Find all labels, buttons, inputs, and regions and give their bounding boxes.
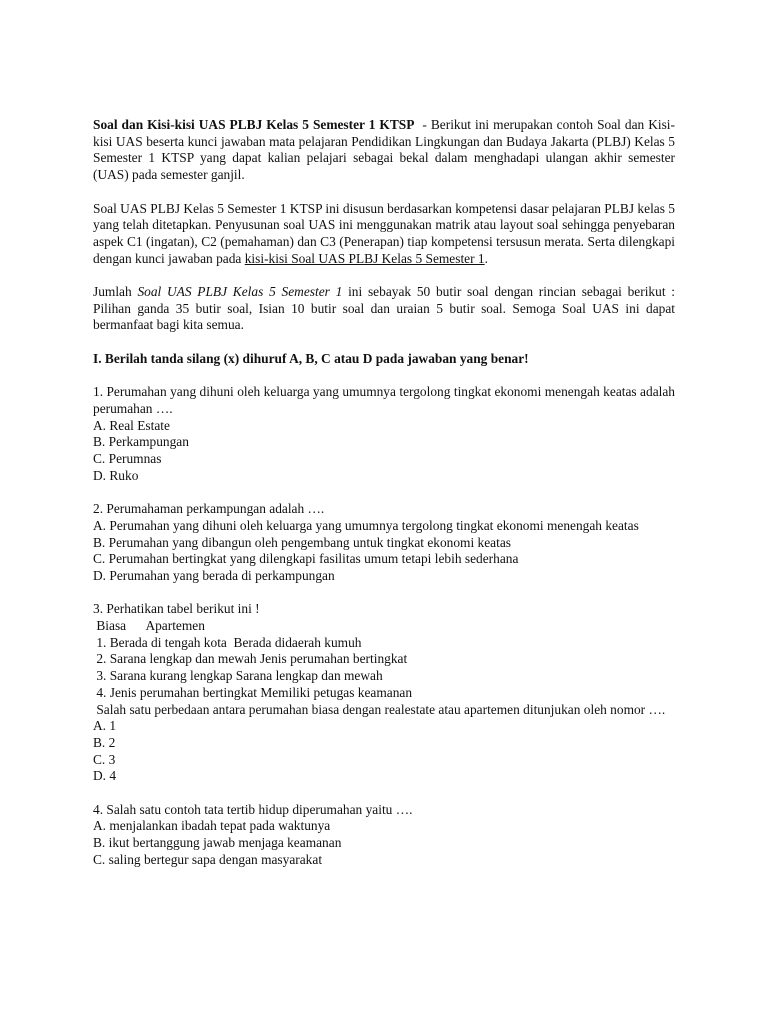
option-a: A. Perumahan yang dihuni oleh keluarga yang umumnya tergolong tingkat ekonomi menengah keatas <box>93 517 639 533</box>
option-a: A. Real Estate <box>93 417 170 433</box>
option-c: C. 3 <box>93 751 116 767</box>
option-c: C. Perumnas <box>93 451 162 466</box>
document-title: Soal dan Kisi-kisi UAS PLBJ Kelas 5 Semester 1 KTSP <box>93 117 415 132</box>
question-text: 3. Perhatikan tabel berikut ini ! <box>93 601 260 617</box>
document-page <box>93 117 675 869</box>
table-row: 3. Sarana kurang lengkap Sarana lengkap dan mewah <box>93 668 383 684</box>
intro-text-1: - Berikut ini merupakan contoh Soal dan Kisi-kisi UAS beserta kunci jawaban mata pelajaran Pendidikan Lingkungan dan Budaya Jakarta (PLBJ) Kelas 5 Semester 1 KTSP yang dapat kalian pelajari sebagai bekal dalam menghadapi ulangan akhir semester (UAS) pada semester ganjil. <box>93 117 675 183</box>
option-c: C. Perumahan bertingkat yang dilengkapi fasilitas umum tetapi lebih sederhana <box>93 551 519 567</box>
kisi-kisi-link[interactable]: kisi-kisi Soal UAS PLBJ Kelas 5 Semester 1 <box>244 250 485 266</box>
option-d: D. Ruko <box>93 467 139 483</box>
intro-paragraph-2: Soal UAS PLBJ Kelas 5 Semester 1 KTSP ini disusun berdasarkan kompetensi dasar pelajaran PLBJ kelas 5 yang telah ditetapkan. Penyusunan soal UAS ini menggunakan matrik atau layout soal sehingga penyebaran aspek C1 (ingatan), C2 (pemahaman) dan C3 (Penerapan) tiap kompetensi tersusun merata. Serta dilengkapi dengan kunci jawaban pada kisi-kisi Soal UAS PLBJ Kelas 5 Semester 1. <box>93 200 675 266</box>
question-prompt: Salah satu perbedaan antara perumahan biasa dengan realestate atau apartemen ditunjukan oleh nomor …. <box>93 701 666 717</box>
option-a: A. 1 <box>93 718 117 734</box>
table-row: 2. Sarana lengkap dan mewah Jenis perumahan bertingkat <box>93 651 408 667</box>
question-2 <box>93 501 675 585</box>
option-d: D. Perumahan yang berada di perkampungan <box>93 567 335 583</box>
question-text: 2. Perumahaman perkampungan adalah …. <box>93 501 325 517</box>
option-b: B. ikut bertanggung jawab menjaga keamanan <box>93 835 342 851</box>
question-3 <box>93 601 675 785</box>
question-1 <box>93 384 675 484</box>
intro-paragraph-3: Jumlah Soal UAS PLBJ Kelas 5 Semester 1 ini sebayak 50 butir soal dengan rincian sebagai berikut : Pilihan ganda 35 butir soal, Isian 10 butir soal dan uraian 5 butir soal. Semoga Soal UAS ini dapat bermanfaat bagi kita semua. <box>93 284 676 333</box>
table-header: Biasa Apartemen <box>93 618 205 633</box>
intro-italic-title: Soal UAS PLBJ Kelas 5 Semester 1 <box>137 284 343 299</box>
question-4 <box>93 802 675 869</box>
option-b: B. 2 <box>93 734 116 750</box>
option-b: B. Perkampungan <box>93 434 189 450</box>
section-heading: I. Berilah tanda silang (x) dihuruf A, B, C atau D pada jawaban yang benar! <box>93 350 529 366</box>
question-text: 1. Perumahan yang dihuni oleh keluarga yang umumnya tergolong tingkat ekonomi menengah keatas adalah perumahan …. <box>93 384 675 416</box>
question-text: 4. Salah satu contoh tata tertib hidup diperumahan yaitu …. <box>93 801 413 817</box>
table-row: 1. Berada di tengah kota Berada didaerah kumuh <box>93 634 362 650</box>
option-b: B. Perumahan yang dibangun oleh pengembang untuk tingkat ekonomi keatas <box>93 534 511 550</box>
option-c: C. saling bertegur sapa dengan masyarakat <box>93 851 323 867</box>
option-a: A. menjalankan ibadah tepat pada waktunya <box>93 818 331 834</box>
table-row: 4. Jenis perumahan bertingkat Memiliki petugas keamanan <box>93 684 413 700</box>
option-d: D. 4 <box>93 768 117 784</box>
intro-text-2: Soal UAS PLBJ Kelas 5 Semester 1 KTSP ini disusun berdasarkan kompetensi dasar pelajaran PLBJ kelas 5 yang telah ditetapkan. Penyusunan soal UAS ini menggunakan matrik atau layout soal sehingga penyebaran aspek C1 (ingatan), C2 (pemahaman) dan C3 (Penerapan) tiap kompetensi tersusun merata. Serta dilengkapi dengan kunci jawaban pada <box>93 200 675 266</box>
intro-paragraph-1 <box>93 117 675 184</box>
